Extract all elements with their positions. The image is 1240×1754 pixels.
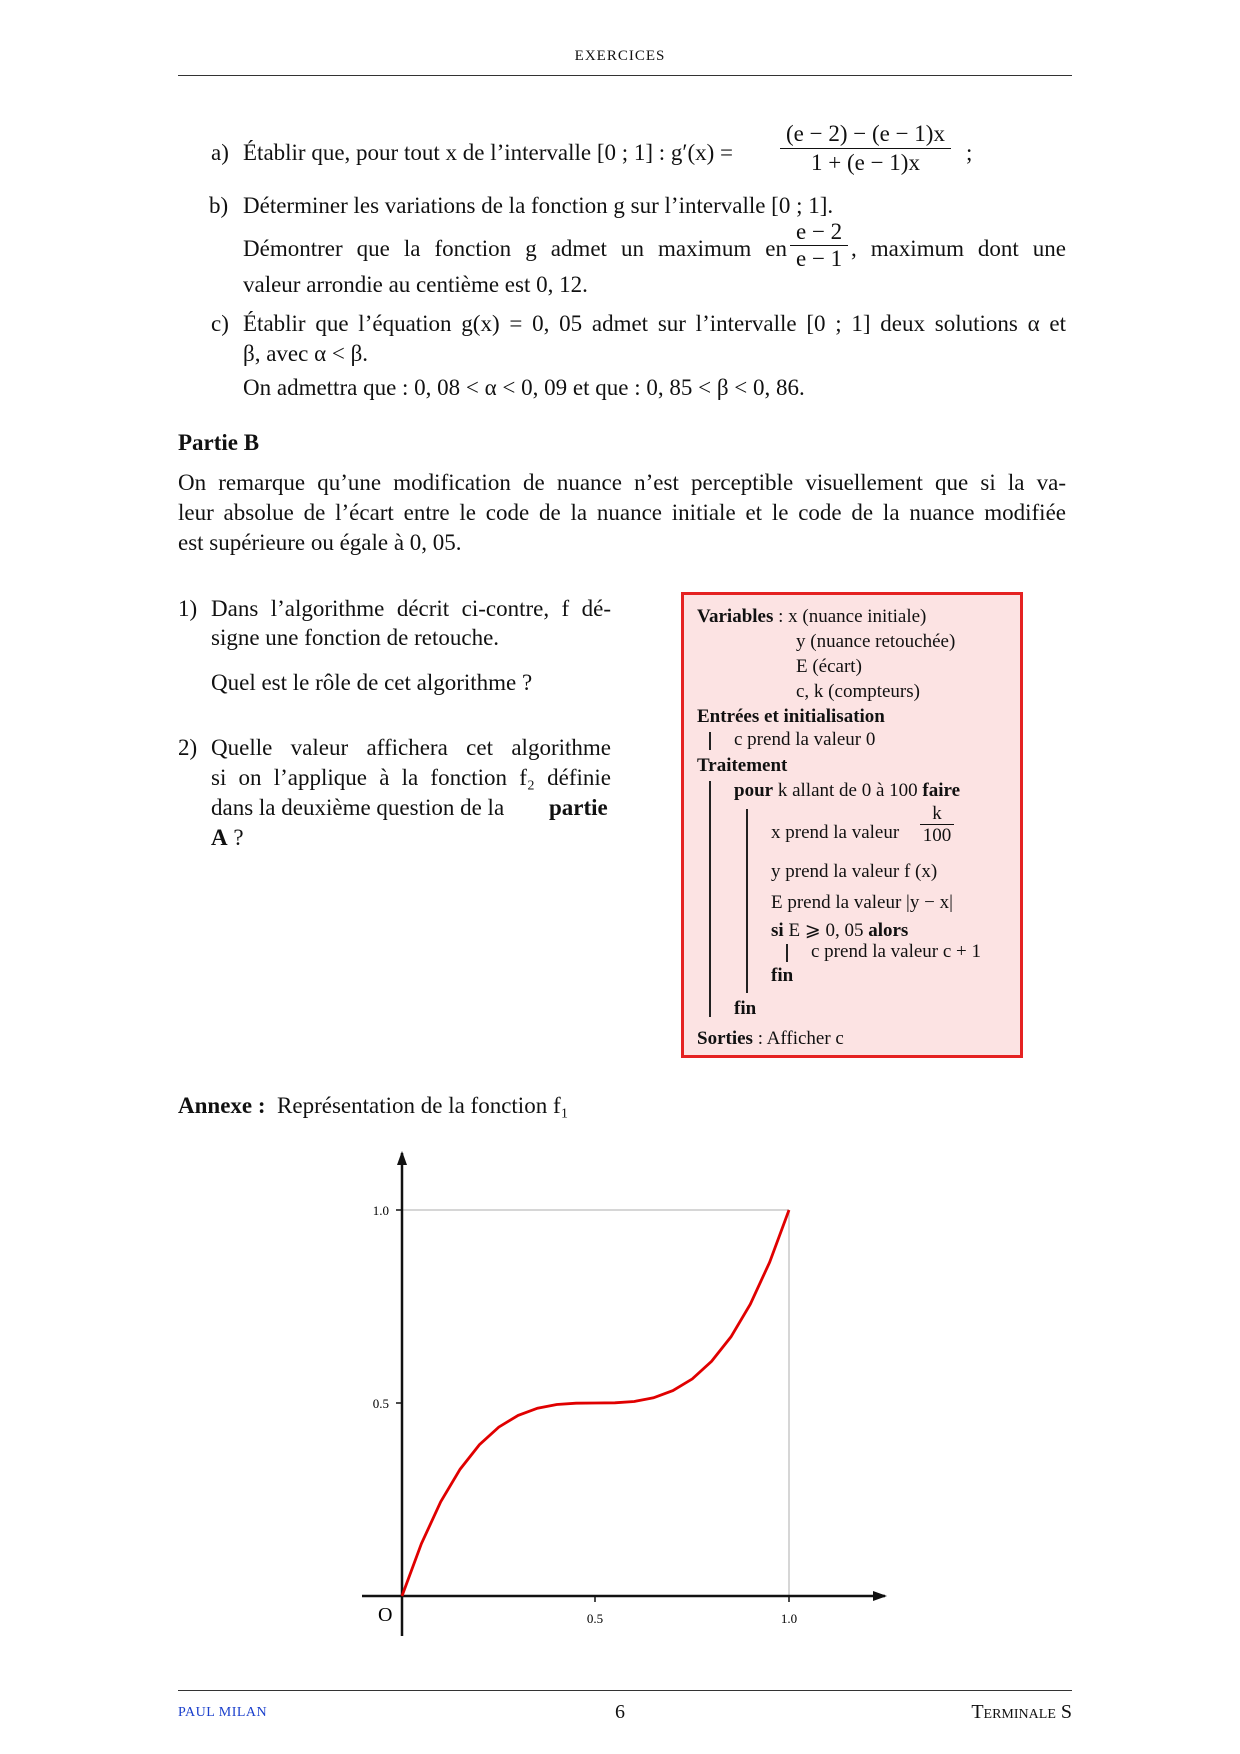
algo-outputs-label: Sorties [697, 1028, 753, 1049]
algo-end-if: fin [771, 965, 794, 986]
q2-bold-partie: partie [549, 795, 608, 820]
item-c-line3: On admettra que : 0, 08 < α < 0, 09 et que : 0, 85 < β < 0, 86. [243, 375, 805, 400]
y-tick-label-1.0: 1.0 [372, 1203, 389, 1218]
partB-para-line2: leur absolue de l’écart entre le code de la nuance initiale et le code de la nuance modifiée [178, 500, 1066, 525]
algo-if-kw: si [771, 920, 784, 941]
item-a-end: ; [966, 140, 973, 165]
algo-x-assign: x prend la valeur [771, 822, 900, 843]
algo-var-e: E (écart) [796, 656, 862, 677]
algo-if-cond: E ⩾ 0, 05 [788, 920, 864, 941]
partB-para-line1: On remarque qu’une modification de nuance n’est perceptible visuellement que si la va- [178, 470, 1066, 495]
item-b-line1: Déterminer les variations de la fonction g sur l’intervalle [0 ; 1]. [243, 193, 834, 218]
algo-var-x: : x (nuance initiale) [778, 606, 927, 627]
algo-do-kw: faire [922, 780, 961, 801]
origin-label: O [378, 1604, 393, 1626]
q1-sub: Quel est le rôle de cet algorithme ? [211, 670, 533, 695]
q2-end: ? [227, 825, 244, 850]
footer-rule [178, 1690, 1072, 1691]
item-c-line2: β, avec α < β. [243, 341, 369, 366]
algo-x-num: k [920, 803, 954, 825]
y-tick-label-0.5: 0.5 [372, 1396, 389, 1411]
partB-para-line3: est supérieure ou égale à 0, 05. [178, 530, 462, 555]
q1-line2: signe une fonction de retouche. [211, 625, 500, 650]
algo-end-for: fin [734, 998, 757, 1019]
algo-var-y: y (nuance retouchée) [796, 631, 956, 652]
series-f1-line [402, 1210, 789, 1596]
footer-class: Terminale S [971, 1701, 1072, 1723]
algo-outputs: : Afficher c [757, 1028, 844, 1049]
algo-y-assign: y prend la valeur f (x) [771, 861, 938, 882]
footer-page: 6 [615, 1701, 625, 1723]
item-b-frac-den: e − 1 [796, 246, 843, 271]
algo-processing-label: Traitement [697, 755, 788, 776]
partB-title: Partie B [178, 430, 260, 455]
item-a-denominator: 1 + (e − 1)x [810, 150, 920, 175]
annex-text: Représentation de la fonction f₁ [277, 1093, 569, 1118]
algo-init: c prend la valeur 0 [734, 729, 876, 750]
q2-marker: 2) [178, 735, 198, 760]
x-tick-label-0.5: 0.5 [586, 1611, 604, 1626]
annex-label: Annexe : [178, 1093, 266, 1118]
algo-inputs-label: Entrées et initialisation [697, 706, 885, 727]
item-c-marker: c) [211, 311, 229, 336]
q2-line3-text: dans la deuxième question de la [211, 795, 505, 820]
algo-x-den: 100 [922, 825, 952, 846]
q2-bold-a: A [211, 825, 228, 850]
algo-variables-label: Variables [697, 606, 774, 627]
algo-for-kw: pour [734, 780, 774, 801]
x-tick-label-1.0: 1.0 [780, 1611, 798, 1626]
page-header: EXERCICES [574, 48, 666, 64]
item-b-marker: b) [209, 193, 229, 218]
item-b-line3: valeur arrondie au centième est 0, 12. [243, 272, 588, 297]
algo-then-kw: alors [868, 920, 909, 941]
item-a-text: Établir que, pour tout x de l’intervalle [0 ; 1] : g′(x) = [243, 140, 734, 165]
item-b-line2-start: Démontrer que la fonction g admet un maximum en [243, 236, 787, 261]
footer-author: PAUL MILAN [178, 1705, 268, 1720]
algo-e-assign: E prend la valeur |y − x| [771, 892, 953, 913]
algo-var-ck: c, k (compteurs) [796, 681, 920, 702]
q2-line1: Quelle valeur affichera cet algorithme [211, 735, 611, 760]
algo-c-incr: c prend la valeur c + 1 [811, 941, 982, 962]
item-a-numerator: (e − 2) − (e − 1)x [780, 120, 951, 149]
q1-line1: Dans l’algorithme décrit ci-contre, f dé- [211, 596, 611, 621]
q2-line2: si on l’applique à la fonction f₂ définie [211, 765, 611, 790]
item-a-marker: a) [211, 140, 229, 165]
item-b-line2-end: , maximum dont une [851, 236, 1066, 261]
item-c-line1: Établir que l’équation g(x) = 0, 05 admet sur l’intervalle [0 ; 1] deux solutions α et [243, 311, 1066, 336]
algo-for-text: k allant de 0 à 100 [777, 780, 918, 801]
item-b-frac-num: e − 2 [790, 219, 848, 246]
q1-marker: 1) [178, 596, 198, 621]
